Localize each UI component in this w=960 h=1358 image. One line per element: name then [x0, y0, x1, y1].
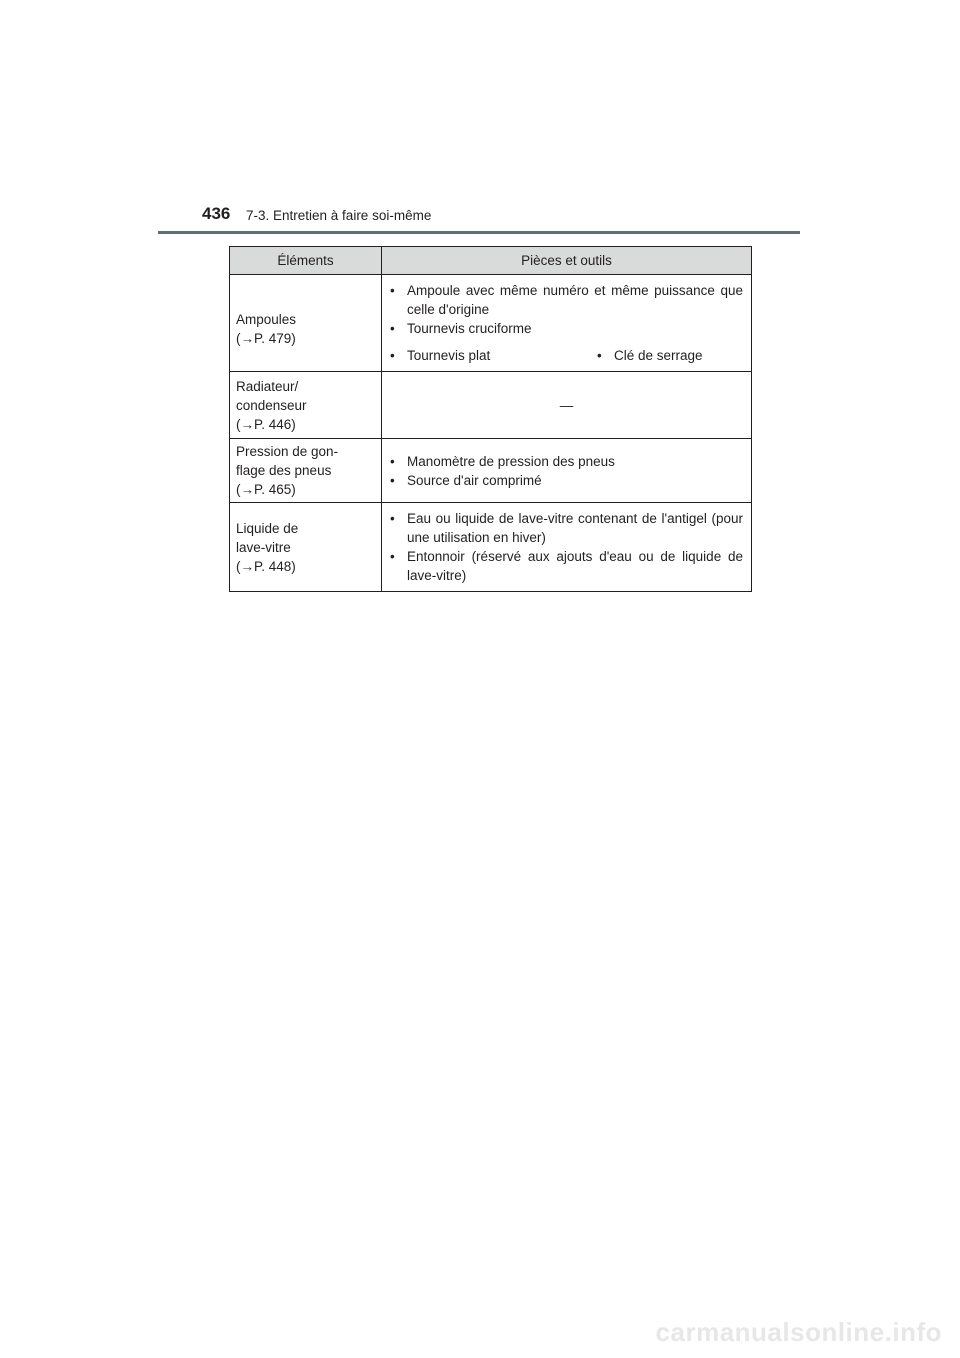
header-rule	[158, 231, 800, 234]
tool-item: • Tournevis cruciforme	[390, 319, 743, 338]
element-line: flage des pneus	[236, 463, 332, 478]
tool-item: • Tournevis plat	[390, 346, 597, 365]
element-cell	[230, 275, 382, 372]
element-line: condenseur	[236, 397, 307, 413]
tool-item: • Ampoule avec même numéro et même puissance que celle d'origine	[390, 281, 743, 319]
element-page-ref: (→P. 479)	[236, 331, 296, 346]
table-row-radiator	[230, 372, 752, 439]
element-cell	[230, 372, 382, 439]
element-line: Radiateur/	[236, 378, 299, 394]
tool-item: • Eau ou liquide de lave-vitre contenant de l'antigel (pour une utilisation en hiver)	[390, 509, 743, 547]
tool-item: • Source d'air comprimé	[390, 471, 743, 490]
element-page-ref: (→P. 465)	[236, 482, 296, 497]
parts-tools-table	[229, 246, 752, 592]
tool-item: • Entonnoir (réservé aux ajouts d'eau ou de liquide de lave-vitre)	[390, 547, 743, 585]
element-page-ref: (→P. 446)	[236, 416, 296, 432]
table-row-washer-fluid	[230, 503, 752, 592]
column-header-elements: Éléments	[230, 247, 382, 275]
element-page-ref: (→P. 448)	[236, 558, 296, 574]
tool-item: • Clé de serrage	[597, 346, 703, 365]
tools-cell	[382, 275, 752, 372]
watermark: carmanualsonline.info	[655, 1317, 942, 1347]
tools-cell-empty-dash: —	[382, 372, 752, 439]
column-header-tools: Pièces et outils	[382, 247, 752, 275]
element-line: lave-vitre	[236, 539, 291, 555]
table-row-tire-pressure	[230, 439, 752, 503]
tools-cell	[382, 503, 752, 592]
table-row-bulbs	[230, 275, 752, 372]
section-title: 7-3. Entretien à faire soi-même	[246, 208, 432, 223]
element-cell	[230, 439, 382, 503]
tool-item: • Manomètre de pression des pneus	[390, 452, 743, 471]
element-cell	[230, 503, 382, 592]
element-line: Pression de gon-	[236, 444, 339, 459]
tools-cell	[382, 439, 752, 503]
element-line: Liquide de	[236, 520, 299, 536]
element-line: Ampoules	[236, 312, 297, 327]
table-header-row	[230, 247, 752, 275]
page-number: 436	[202, 204, 231, 223]
